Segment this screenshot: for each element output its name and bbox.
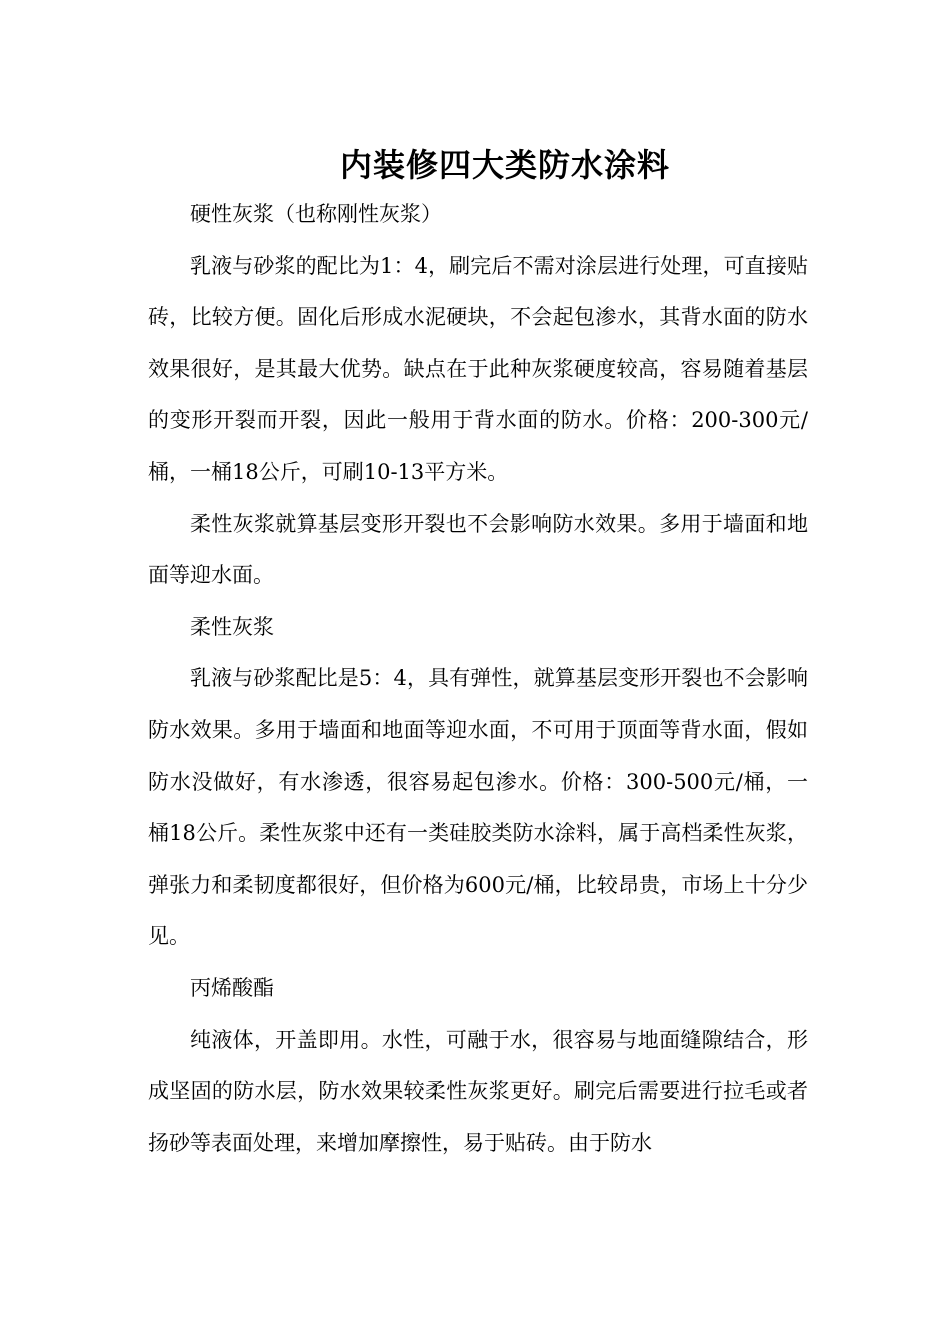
paragraph-flexible-mortar: 乳液与砂浆配比是5：4，具有弹性，就算基层变形开裂也不会影响防水效果。多用于墙面和地面等迎水面，不可用于顶面等背水面，假如防水没做好，有水渗透，很容易起包渗水。价格：300-500元/桶，一桶18公斤。柔性灰浆中还有一类硅胶类防水涂料，属于高档柔性灰浆，弹张力和柔韧度都很好，但价格为600元/桶，比较昂贵，市场上十分少见。 [148,666,808,949]
document-title: 内装修四大类防水涂料 [339,146,670,185]
heading-acrylate: 丙烯酸酯 [190,975,274,1000]
heading-rigid-mortar: 硬性灰浆（也称刚性灰浆） [190,202,442,226]
document-body [148,189,808,1169]
paragraph-rigid-mortar: 乳液与砂浆的配比为1：4，刷完后不需对涂层进行处理，可直接贴砖，比较方便。固化后形成水泥硬块，不会起包渗水，其背水面的防水效果很好，是其最大优势。缺点在于此种灰浆硬度较高，容易随着基层的变形开裂而开裂，因此一般用于背水面的防水。价格：200-300元/桶，一桶18公斤，可刷10-13平方米。 [148,253,808,484]
paragraph-flexible-note: 柔性灰浆就算基层变形开裂也不会影响防水效果。多用于墙面和地面等迎水面。 [148,511,808,588]
paragraph-acrylate: 纯液体，开盖即用。水性，可融于水，很容易与地面缝隙结合，形成坚固的防水层，防水效果较柔性灰浆更好。刷完后需要进行拉毛或者扬砂等表面处理，来增加摩擦性，易于贴砖。由于防水 [148,1027,808,1155]
heading-flexible-mortar: 柔性灰浆 [190,614,274,639]
